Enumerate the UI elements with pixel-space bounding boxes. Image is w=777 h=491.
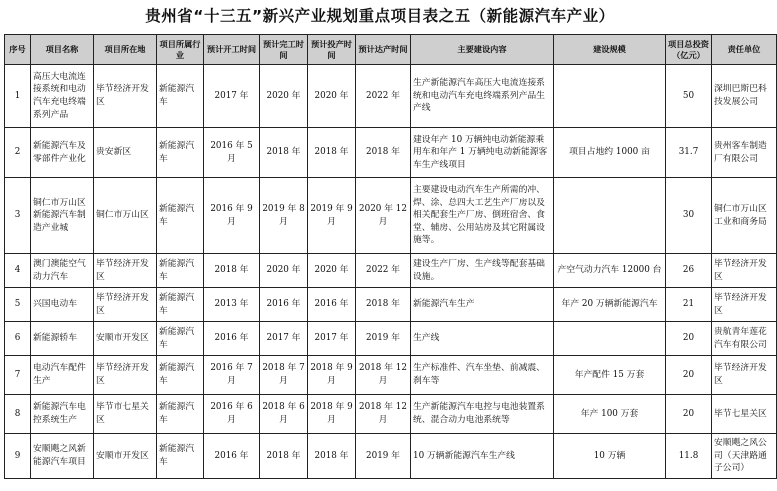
start-date-cell: 2013 年 [204, 288, 260, 322]
start-date-cell: 2016 年 [204, 434, 260, 479]
header-cell: 预计投产时间 [308, 35, 356, 65]
header-cell: 责任单位 [712, 35, 777, 65]
table-row [5, 434, 777, 479]
header-cell: 序号 [5, 35, 31, 65]
row-number-cell: 9 [5, 434, 31, 479]
responsible-unit-cell: 毕节经济开发区 [712, 288, 777, 322]
construction-scale-cell: 年产 100 万套 [554, 395, 666, 434]
construction-content-cell: 生产新能源汽车电控与电池装置系统、混合动力电池系统等 [411, 395, 554, 434]
row-number-cell: 3 [5, 178, 31, 254]
construction-scale-cell: 年产 20 万辆新能源汽车 [554, 288, 666, 322]
full-capacity-date-cell: 2018 年 12 月 [356, 356, 411, 395]
row-number-cell: 8 [5, 395, 31, 434]
start-date-cell: 2017 年 [204, 65, 260, 128]
page-title: 贵州省“十三五”新兴产业规划重点项目表之五（新能源汽车产业） [145, 7, 615, 25]
completion-date-cell: 2017 年 [260, 322, 308, 356]
completion-date-cell: 2018 年 7 月 [260, 356, 308, 395]
start-date-cell: 2016 年 9 月 [204, 178, 260, 254]
row-number-cell: 5 [5, 288, 31, 322]
header-cell: 主要建设内容 [411, 35, 554, 65]
table-row [5, 178, 777, 254]
full-capacity-date-cell: 2018 年 [356, 128, 411, 178]
start-date-cell: 2016 年 7 月 [204, 356, 260, 395]
industry-cell: 新能源汽车 [157, 322, 204, 356]
project-location-cell: 贵安新区 [94, 128, 157, 178]
total-investment-cell: 21 [666, 288, 712, 322]
total-investment-cell: 31.7 [666, 128, 712, 178]
row-number-cell: 4 [5, 254, 31, 288]
total-investment-cell: 20 [666, 322, 712, 356]
construction-content-cell: 建设生产厂房、生产线等配套基础设施。 [411, 254, 554, 288]
project-name-cell: 安顺飓之风新能源汽车项目 [31, 434, 94, 479]
completion-date-cell: 2020 年 [260, 254, 308, 288]
project-location-cell: 安顺市开发区 [94, 322, 157, 356]
header-cell: 预计达产时间 [356, 35, 411, 65]
responsible-unit-cell: 深圳巴斯巴科技发展公司 [712, 65, 777, 128]
table-row [5, 322, 777, 356]
start-date-cell: 2016 年 [204, 322, 260, 356]
table-row [5, 356, 777, 395]
industry-cell: 新能源汽车 [157, 65, 204, 128]
responsible-unit-cell: 铜仁市万山区工业和商务局 [712, 178, 777, 254]
completion-date-cell: 2018 年 [260, 434, 308, 479]
industry-cell: 新能源汽车 [157, 288, 204, 322]
total-investment-cell: 30 [666, 178, 712, 254]
start-date-cell: 2016 年 6 月 [204, 395, 260, 434]
header-cell: 项目总投资（亿元） [666, 35, 712, 65]
project-name-cell: 新能源轿车 [31, 322, 94, 356]
total-investment-cell: 26 [666, 254, 712, 288]
project-location-cell: 毕节市七星关区 [94, 395, 157, 434]
completion-date-cell: 2018 年 [260, 128, 308, 178]
industry-cell: 新能源汽车 [157, 178, 204, 254]
construction-scale-cell: 年产配件 15 万套 [554, 356, 666, 395]
construction-content-cell: 10 万辆新能源汽车生产线 [411, 434, 554, 479]
start-date-cell: 2018 年 [204, 254, 260, 288]
construction-scale-cell: 产空气动力汽车 12000 台 [554, 254, 666, 288]
total-investment-cell: 20 [666, 395, 712, 434]
construction-content-cell: 生产线 [411, 322, 554, 356]
construction-scale-cell [554, 322, 666, 356]
construction-content-cell: 新能源汽车生产 [411, 288, 554, 322]
header-cell: 预计完工时间 [260, 35, 308, 65]
project-name-cell: 新能源汽车电控系统生产 [31, 395, 94, 434]
project-location-cell: 毕节经济开发区 [94, 254, 157, 288]
full-capacity-date-cell: 2022 年 [356, 254, 411, 288]
row-number-cell: 2 [5, 128, 31, 178]
header-cell: 项目名称 [31, 35, 94, 65]
full-capacity-date-cell: 2018 年 [356, 288, 411, 322]
responsible-unit-cell: 贵航青年莲花汽车有限公司 [712, 322, 777, 356]
table-row [5, 395, 777, 434]
industry-cell: 新能源汽车 [157, 434, 204, 479]
responsible-unit-cell: 毕节经济开发区 [712, 254, 777, 288]
header-cell: 建设规模 [554, 35, 666, 65]
responsible-unit-cell: 毕节七星关区 [712, 395, 777, 434]
row-number-cell: 7 [5, 356, 31, 395]
operation-date-cell: 2017 年 [308, 322, 356, 356]
table-row [5, 254, 777, 288]
construction-scale-cell: 10 万辆 [554, 434, 666, 479]
operation-date-cell: 2016 年 [308, 288, 356, 322]
operation-date-cell: 2018 年 9 月 [308, 395, 356, 434]
project-name-cell: 兴国电动车 [31, 288, 94, 322]
completion-date-cell: 2016 年 [260, 288, 308, 322]
responsible-unit-cell: 毕节经济开发区 [712, 356, 777, 395]
full-capacity-date-cell: 2019 年 [356, 322, 411, 356]
total-investment-cell: 11.8 [666, 434, 712, 479]
table-row [5, 288, 777, 322]
full-capacity-date-cell: 2020 年 12 月 [356, 178, 411, 254]
project-name-cell: 电动汽车配件生产 [31, 356, 94, 395]
full-capacity-date-cell: 2018 年 12 月 [356, 395, 411, 434]
construction-content-cell: 主要建设电动汽车生产所需的冲、焊、涂、总四大工艺生产厂房以及相关配套生产厂房、倒班宿舍、食堂、辅房、公用站房及其它附属设施等。 [411, 178, 554, 254]
responsible-unit-cell: 贵州客车制造厂有限公司 [712, 128, 777, 178]
construction-content-cell: 生产标准件、汽车坐垫、前减震、刹车等 [411, 356, 554, 395]
project-table [4, 34, 777, 479]
operation-date-cell: 2020 年 [308, 254, 356, 288]
construction-content-cell: 建设年产 10 万辆纯电动新能源乘用车和年产 1 万辆纯电动新能源客车生产线项目 [411, 128, 554, 178]
operation-date-cell: 2018 年 9 月 [308, 356, 356, 395]
project-location-cell: 毕节经济开发区 [94, 288, 157, 322]
operation-date-cell: 2018 年 [308, 434, 356, 479]
completion-date-cell: 2018 年 6 月 [260, 395, 308, 434]
completion-date-cell: 2019 年 8 月 [260, 178, 308, 254]
project-location-cell: 安顺市开发区 [94, 434, 157, 479]
row-number-cell: 6 [5, 322, 31, 356]
project-location-cell: 毕节经济开发区 [94, 65, 157, 128]
operation-date-cell: 2020 年 [308, 65, 356, 128]
construction-content-cell: 生产新能源汽车高压大电流连接系统和电动汽车充电终端系列产品生产线 [411, 65, 554, 128]
industry-cell: 新能源汽车 [157, 254, 204, 288]
industry-cell: 新能源汽车 [157, 128, 204, 178]
completion-date-cell: 2020 年 [260, 65, 308, 128]
project-name-cell: 澳门澳能空气动力汽车 [31, 254, 94, 288]
responsible-unit-cell: 安顺飓之风公司（天津路通子公司） [712, 434, 777, 479]
operation-date-cell: 2019 年 9 月 [308, 178, 356, 254]
table-row [5, 128, 777, 178]
row-number-cell: 1 [5, 65, 31, 128]
project-location-cell: 铜仁市万山区 [94, 178, 157, 254]
construction-scale-cell: 项目占地约 1000 亩 [554, 128, 666, 178]
full-capacity-date-cell: 2022 年 [356, 65, 411, 128]
project-name-cell: 高压大电流连接系统和电动汽车充电终端系列产品 [31, 65, 94, 128]
start-date-cell: 2016 年 5 月 [204, 128, 260, 178]
total-investment-cell: 20 [666, 356, 712, 395]
table-row [5, 65, 777, 128]
full-capacity-date-cell: 2019 年 [356, 434, 411, 479]
construction-scale-cell [554, 178, 666, 254]
industry-cell: 新能源汽车 [157, 395, 204, 434]
header-cell: 项目所属行业 [157, 35, 204, 65]
project-name-cell: 铜仁市万山区新能源汽车制造产业城 [31, 178, 94, 254]
operation-date-cell: 2018 年 [308, 128, 356, 178]
project-location-cell: 毕节经济开发区 [94, 356, 157, 395]
industry-cell: 新能源汽车 [157, 356, 204, 395]
total-investment-cell: 50 [666, 65, 712, 128]
header-cell: 预计开工时间 [204, 35, 260, 65]
construction-scale-cell [554, 65, 666, 128]
table-header-row [5, 35, 777, 65]
header-cell: 项目所在地 [94, 35, 157, 65]
project-name-cell: 新能源汽车及零部件产业化 [31, 128, 94, 178]
